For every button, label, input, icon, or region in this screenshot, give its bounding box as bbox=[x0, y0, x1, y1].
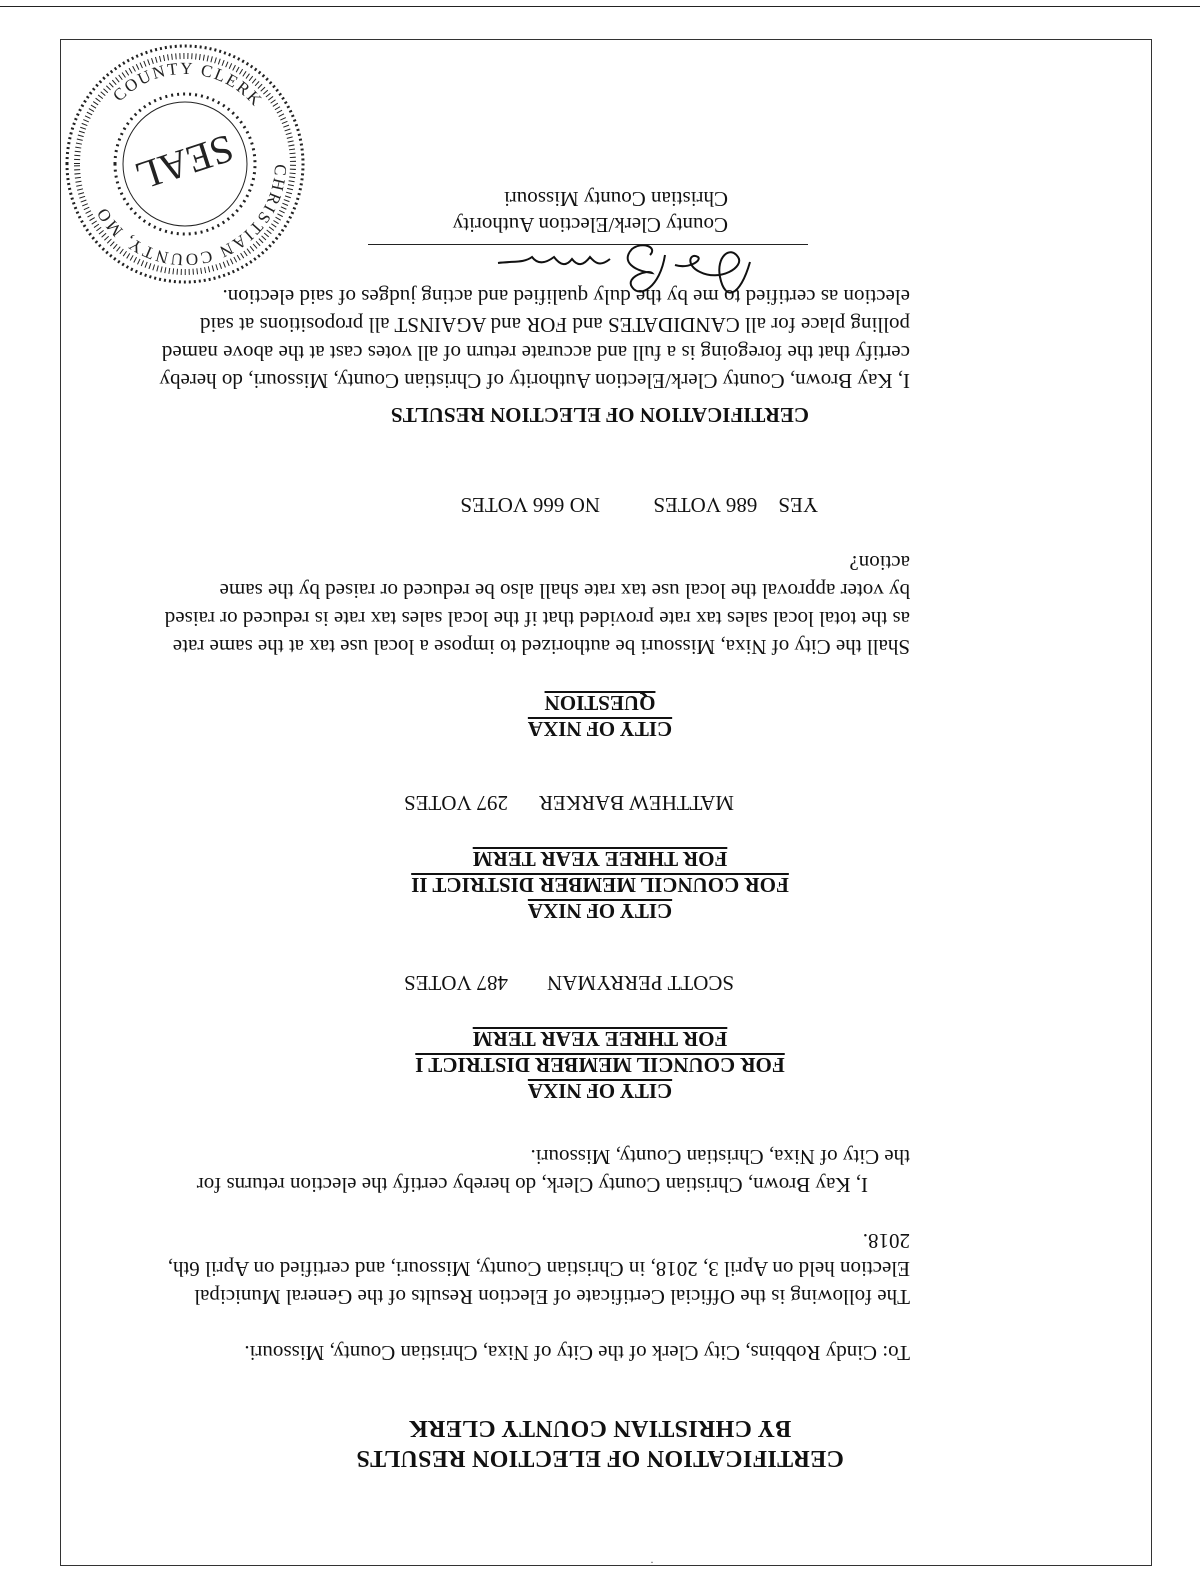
signature-line bbox=[368, 244, 808, 245]
race1-heading: FOR COUNCIL MEMBER DISTRICT I bbox=[415, 1053, 785, 1077]
certification-heading: CERTIFICATION OF ELECTION RESULTS bbox=[391, 403, 810, 427]
race1-heading: FOR THREE YEAR TERM bbox=[472, 1027, 728, 1051]
signature-title: County Clerk/Election Authority bbox=[452, 213, 728, 237]
document-subtitle: BY CHRISTIAN COUNTY CLERK bbox=[408, 1415, 792, 1441]
intro-line: Election held on April 3, 2018, in Christian County, Missouri, and certified on April 6th, bbox=[167, 1257, 910, 1281]
certification-text-line: polling place for all CANDIDATES and FOR and AGAINST all propositions at said bbox=[199, 313, 910, 337]
question-heading: QUESTION bbox=[544, 691, 656, 715]
seal-ring-text: COUNTY CLERK bbox=[109, 58, 267, 111]
question-heading: CITY OF NIXA bbox=[527, 717, 673, 741]
certification-text-line: certify that the foregoing is a full and accurate return of all votes cast at the above named bbox=[161, 341, 910, 365]
question-text-line: action? bbox=[849, 551, 910, 575]
seal-ring-text: CHRISTIAN COUNTY, MO bbox=[91, 163, 291, 270]
certification-text-line: election as certified to me by the duly qualified and acting judges of said election. bbox=[222, 285, 910, 309]
clerk-signature bbox=[430, 237, 760, 307]
race2-heading: FOR COUNCIL MEMBER DISTRICT II bbox=[411, 873, 789, 897]
race2-candidate: MATTHEW BARKER bbox=[538, 791, 734, 815]
yes-votes: YES 686 VOTES bbox=[653, 493, 818, 517]
scan-speck: · bbox=[650, 1555, 654, 1569]
certify-line: I, Kay Brown, Christian County Clerk, do hereby certify the election returns for bbox=[196, 1173, 868, 1197]
race1-candidate: SCOTT PERRYMAN bbox=[547, 971, 734, 995]
document-title: CERTIFICATION OF ELECTION RESULTS bbox=[356, 1445, 844, 1471]
signature-county: Christian County Missouri bbox=[503, 187, 728, 211]
certify-line: the City of Nixa, Christian County, Missouri. bbox=[530, 1145, 910, 1169]
county-seal-icon bbox=[60, 39, 310, 289]
race2-heading: FOR THREE YEAR TERM bbox=[472, 847, 728, 871]
race1-heading: CITY OF NIXA bbox=[527, 1079, 673, 1103]
question-text-line: as the total local sales tax rate provided that if the local sales tax rate is reduced or raised bbox=[164, 607, 910, 631]
intro-line: The following is the Official Certificate of Election Results of the General Municipal bbox=[194, 1285, 910, 1309]
seal-center-text: SEAL bbox=[130, 125, 240, 200]
question-text-line: Shall the City of Nixa, Missouri be authorized to impose a local use tax at the same rate bbox=[172, 635, 910, 659]
addressee-line: To: Cindy Robbins, City Clerk of the City of Nixa, Christian County, Missouri. bbox=[244, 1341, 910, 1365]
race2-votes: 297 VOTES bbox=[403, 791, 508, 815]
race1-votes: 487 VOTES bbox=[403, 971, 508, 995]
no-votes: NO 666 VOTES bbox=[460, 493, 600, 517]
question-text-line: by voter approval the local use tax rate shall also be reduced or raised by the same bbox=[219, 579, 910, 603]
certification-text-line: I, Kay Brown, County Clerk/Election Authority of Christian County, Missouri, do hereby bbox=[159, 369, 910, 393]
intro-line: 2018. bbox=[862, 1229, 910, 1253]
race2-heading: CITY OF NIXA bbox=[527, 899, 673, 923]
